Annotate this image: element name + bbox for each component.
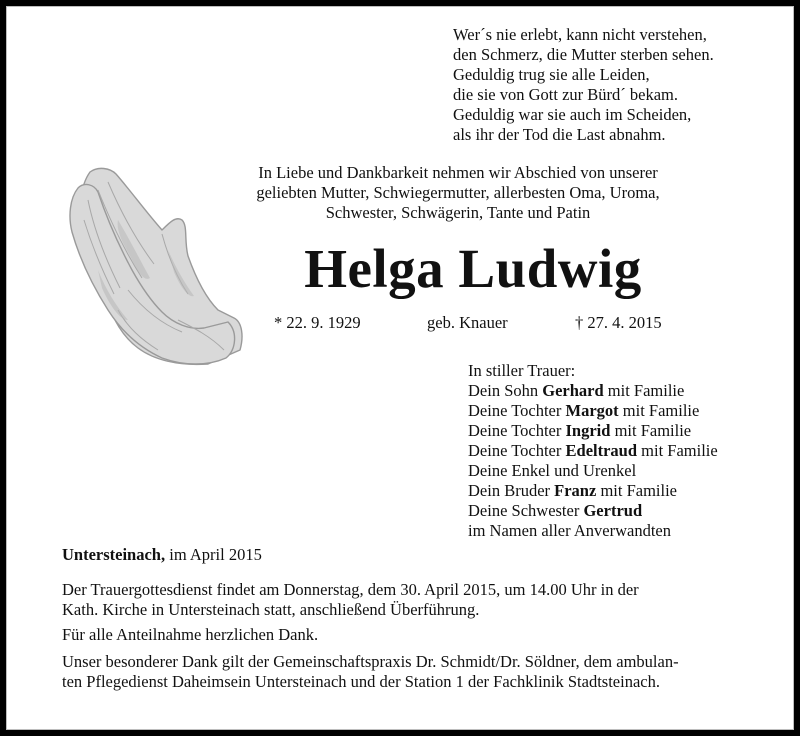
special-thanks-line: ten Pflegedienst Daheimsein Untersteinach und der Station 1 der Fachklinik Stadtsteinach. <box>62 672 660 691</box>
intro-line: geliebten Mutter, Schwiegermutter, allerbesten Oma, Uroma, <box>256 183 660 202</box>
mourner-entry: Dein Bruder Franz mit Familie <box>468 481 677 500</box>
mourners-closing: im Namen aller Anverwandten <box>468 521 671 540</box>
mourners-heading: In stiller Trauer: <box>468 361 576 380</box>
mourner-entry: Deine Tochter Edeltraud mit Familie <box>468 441 718 460</box>
intro-text <box>226 163 690 223</box>
poem-line: als ihr der Tod die Last abnahm. <box>453 125 666 144</box>
poem-line: den Schmerz, die Mutter sterben sehen. <box>453 45 714 64</box>
service-info <box>62 580 639 620</box>
poem <box>453 25 714 145</box>
intro-line: In Liebe und Dankbarkeit nehmen wir Abschied von unserer <box>258 163 658 182</box>
date: im April 2015 <box>165 545 262 564</box>
mourner-entry: Deine Tochter Ingrid mit Familie <box>468 421 692 440</box>
poem-line: Wer´s nie erlebt, kann nicht verstehen, <box>453 25 707 44</box>
maiden-name: geb. Knauer <box>427 313 508 332</box>
special-thanks <box>62 652 679 692</box>
mourner-entry: Deine Tochter Margot mit Familie <box>468 401 700 420</box>
service-line: Der Trauergottesdienst findet am Donnerstag, dem 30. April 2015, um 14.00 Uhr in der <box>62 580 639 599</box>
birth-date: * 22. 9. 1929 <box>274 313 361 332</box>
intro-line: Schwester, Schwägerin, Tante und Patin <box>325 203 591 222</box>
deceased-name: Helga Ludwig <box>304 238 642 299</box>
thanks-text: Für alle Anteilnahme herzlichen Dank. <box>62 625 319 644</box>
poem-line: Geduldig trug sie alle Leiden, <box>453 65 650 84</box>
special-thanks-line: Unser besonderer Dank gilt der Gemeinschaftspraxis Dr. Schmidt/Dr. Söldner, dem ambulan- <box>62 652 679 671</box>
service-line: Kath. Kirche in Untersteinach statt, anschließend Überführung. <box>62 600 480 619</box>
place-date <box>62 545 262 565</box>
place: Untersteinach, <box>62 545 166 564</box>
mourner-entry: Deine Enkel und Urenkel <box>468 461 637 480</box>
death-date: † 27. 4. 2015 <box>575 313 662 332</box>
poem-line: Geduldig war sie auch im Scheiden, <box>453 105 692 124</box>
poem-line: die sie von Gott zur Bürd´ bekam. <box>453 85 678 104</box>
mourner-entry: Dein Sohn Gerhard mit Familie <box>468 381 685 400</box>
mourner-entry: Deine Schwester Gertrud <box>468 501 643 520</box>
mourners-list <box>468 361 718 541</box>
